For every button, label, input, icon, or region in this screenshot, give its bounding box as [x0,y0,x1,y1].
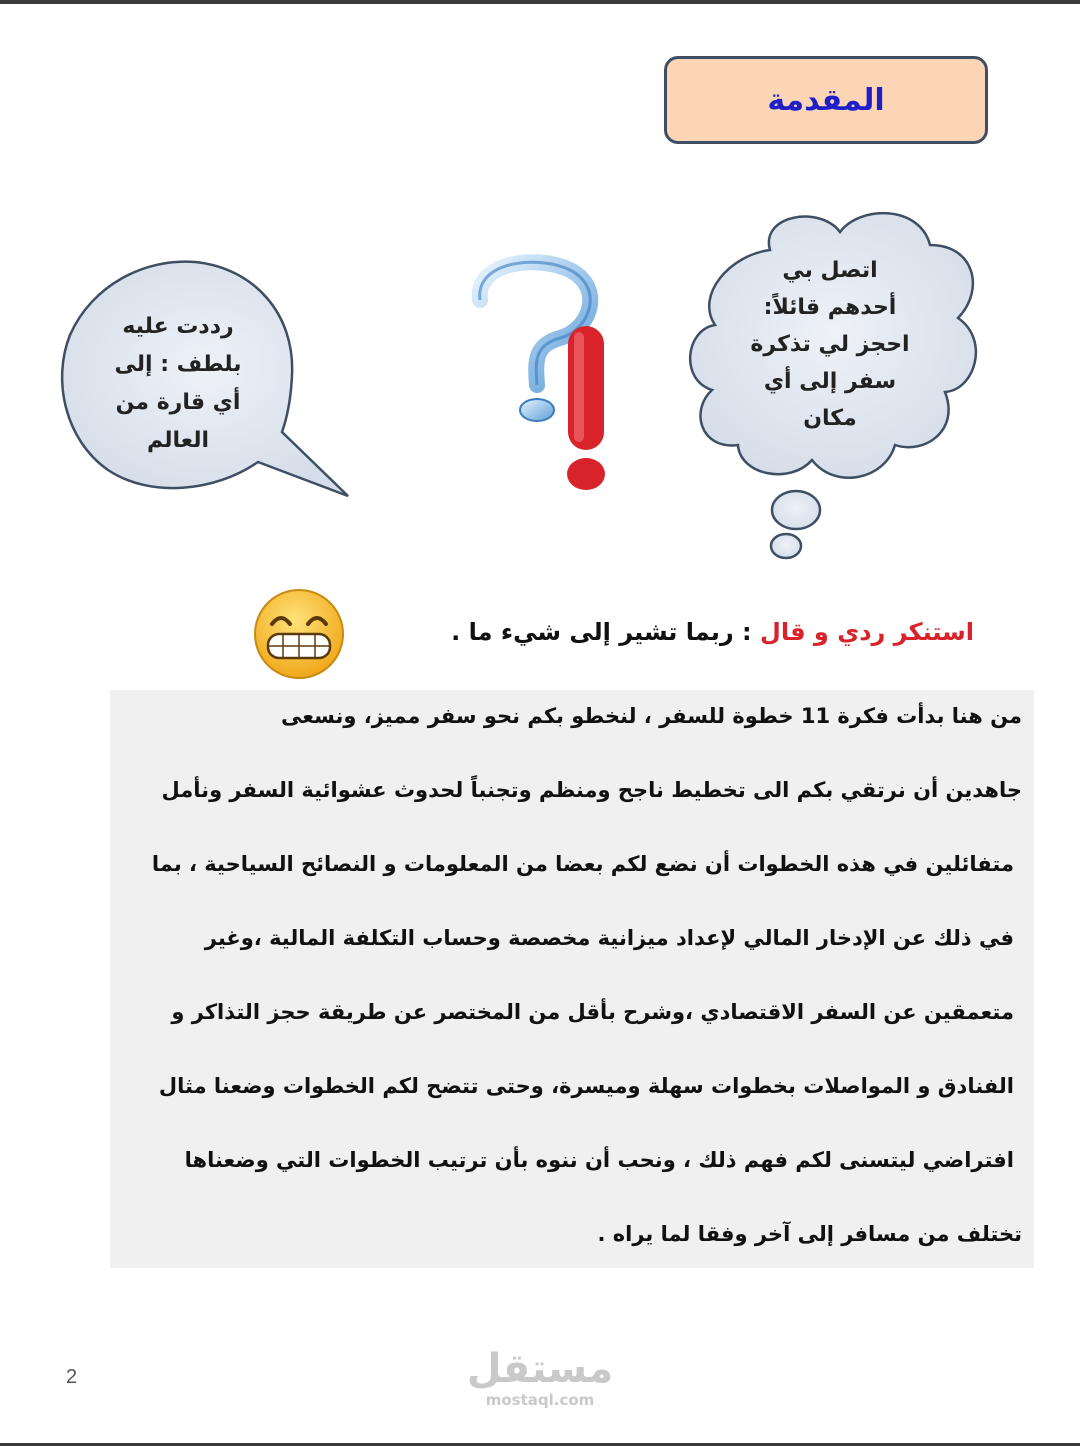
paragraph-line: متفائلين في هذه الخطوات أن نضع لكم بعضا من المعلومات و النصائح السياحية ، بما [151,852,1014,876]
thought-bubble-text [730,252,930,437]
paragraph-line: متعمقين عن السفر الاقتصادي ،وشرح بأقل من المختصر عن طريقة حجز التذاكر و [171,1000,1014,1024]
mostaql-watermark [462,1346,618,1408]
paragraph-line: الفنادق و المواصلات بخطوات سهلة وميسرة، وحتى تتضح لكم الخطوات وضعنا مثال [158,1074,1014,1098]
paragraph-line: افتراضي ليتسنى لكم فهم ذلك ، ونحب أن ننوه بأن ترتيب الخطوات التي وضعناها [184,1148,1014,1172]
section-title: المقدمة [767,82,885,118]
thought-line: سفر إلى أي [763,369,897,394]
watermark-url: mostaql.com [485,1391,595,1409]
dialog-rest: : ربما تشير إلى شيء ما . [451,618,761,646]
intro-paragraph-box [110,690,1034,1268]
speech-line: العالم [147,428,209,453]
paragraph-line: من هنا بدأت فكرة 11 خطوة للسفر ، لنخطو بكم نحو سفر مميز، ونسعى [281,704,1022,728]
page-number: 2 [66,1366,78,1388]
dialog-line [274,618,974,646]
thought-line: اتصل بي [782,258,878,283]
paragraph-line: تختلف من مسافر إلى آخر وفقا لما يراه . [597,1222,1022,1246]
watermark-name: مستقل [466,1346,614,1392]
speech-line: رددت عليه [122,314,234,339]
thought-line: احجز لي تذكرة [750,332,910,357]
speech-line: بلطف : إلى [114,352,242,377]
paragraph-line: في ذلك عن الإدخار المالي لإعداد ميزانية مخصصة وحساب التكلفة المالية ،وغير [204,926,1014,950]
exclamation-mark-icon [567,326,605,490]
paragraph-line: جاهدين أن نرتقي بكم الى تخطيط ناجح ومنظم وتجنباً لحدوث عشوائية السفر ونأمل [161,778,1022,802]
thought-line: مكان [803,406,857,431]
thought-line: أحدهم قائلاً: [763,295,897,320]
speech-bubble-text [88,308,268,460]
speech-line: أي قارة من [115,390,241,415]
dialog-red-part: استنكر ردي و قال [760,618,974,646]
